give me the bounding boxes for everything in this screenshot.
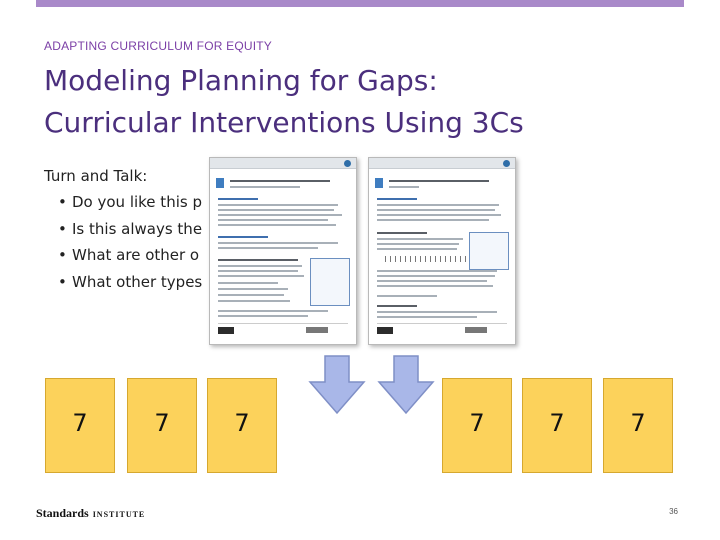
bullet-item: • Is this always the — [44, 216, 694, 243]
bullet-item: • What other types — [44, 269, 694, 296]
standards-institute-logo — [36, 504, 145, 522]
number-card-value: 7 — [630, 409, 646, 437]
number-card-value: 7 — [469, 409, 485, 437]
lesson-document-thumbnail-right — [368, 157, 516, 345]
ribbon-icon — [375, 178, 383, 188]
number-card — [207, 378, 277, 473]
down-arrow-icon — [308, 355, 366, 415]
number-card — [603, 378, 673, 473]
badge-icon — [344, 160, 351, 167]
number-card — [522, 378, 592, 473]
number-card-value: 7 — [72, 409, 88, 437]
turn-and-talk-heading: Turn and Talk: — [44, 167, 148, 185]
number-card — [45, 378, 115, 473]
top-accent-bar — [36, 0, 684, 7]
ribbon-icon — [216, 178, 224, 188]
down-arrow-icon — [377, 355, 435, 415]
logo-main-text: Standards — [36, 506, 89, 520]
slide-title — [44, 60, 684, 144]
logo-sub-text: INSTITUTE — [92, 510, 146, 519]
number-card-value: 7 — [154, 409, 170, 437]
bullet-item: • What are other o — [44, 242, 694, 269]
section-kicker: ADAPTING CURRICULUM FOR EQUITY — [44, 39, 273, 53]
number-card-value: 7 — [549, 409, 565, 437]
bullet-item: • Do you like this p — [44, 189, 694, 216]
slide-title-line-1: Modeling Planning for Gaps: — [44, 64, 438, 97]
page-number: 36 — [669, 507, 678, 516]
badge-icon — [503, 160, 510, 167]
number-card-value: 7 — [234, 409, 250, 437]
number-card — [127, 378, 197, 473]
slide-title-line-2: Curricular Interventions Using 3Cs — [44, 106, 524, 139]
lesson-document-thumbnail-left — [209, 157, 357, 345]
number-card — [442, 378, 512, 473]
